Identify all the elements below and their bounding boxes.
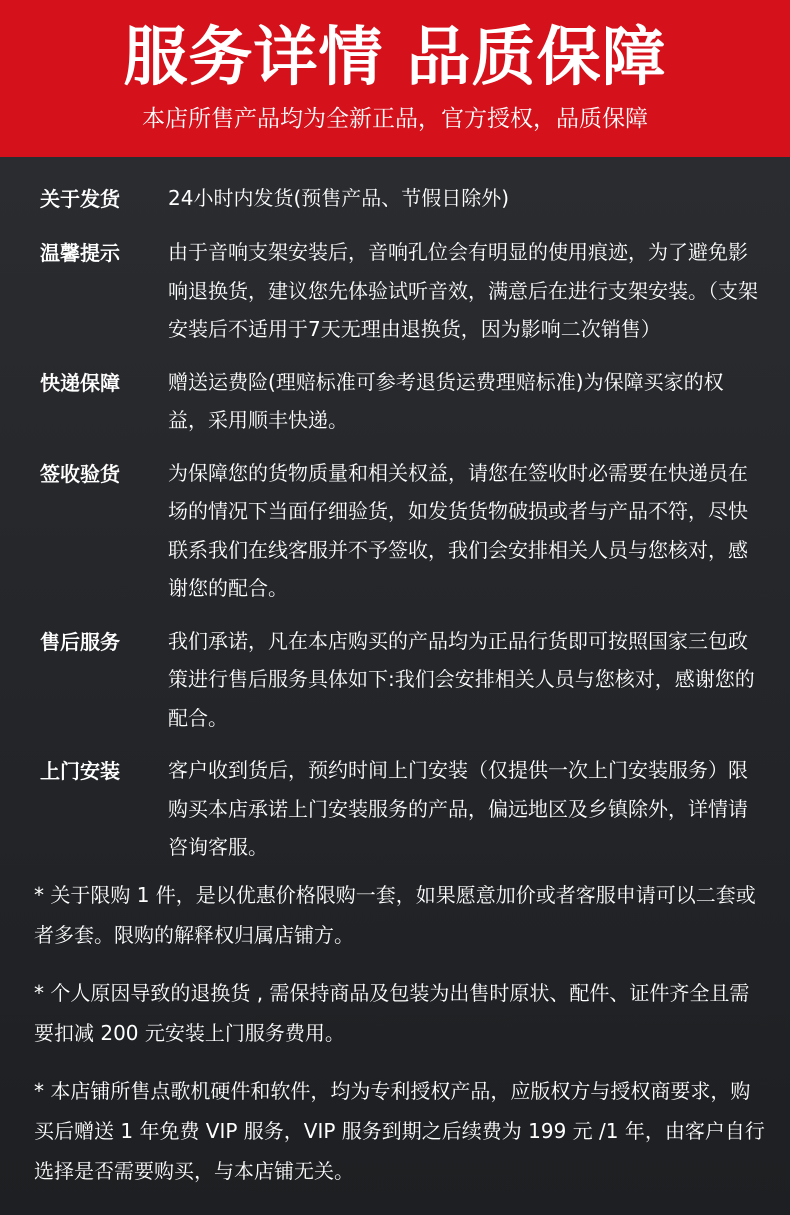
section-label: 快递保障 — [40, 370, 120, 395]
section-text: 客户收到货后，预约时间上门安装（仅提供一次上门安装服务）限购买本店承诺上门安装服务的产品，偏远地区及乡镇除外，详情请咨询客服。 — [168, 758, 748, 859]
section-text: 赠送运费险(理赔标准可参考退货运费理赔标准)为保障买家的权益，采用顺丰快递。 — [168, 369, 724, 432]
page-subtitle: 本店所售产品均为全新正品，官方授权，品质保障 — [142, 106, 648, 132]
section-tips — [40, 233, 770, 349]
section-label: 关于发货 — [40, 187, 120, 211]
footnotes — [34, 875, 769, 1209]
section-after-sales — [40, 622, 770, 738]
section-label: 温馨提示 — [40, 241, 120, 265]
section-text: 为保障您的货物质量和相关权益，请您在签收时必需要在快递员在场的情况下当面仔细验货，如发货货物破损或者与产品不符，尽快联系我们在线客服并不予签收，我们会安排相关人员与您核对，感谢您的配合。 — [168, 460, 748, 600]
note-returns: * 个人原因导致的退换货 , 需保持商品及包装为出售时原状、配件、证件齐全且需要扣减 200 元安装上门服务费用。 — [34, 981, 750, 1045]
page-title: 服务详情 品质保障 — [123, 21, 667, 95]
section-express — [40, 363, 770, 440]
note-purchase-limit: * 关于限购 1 件，是以优惠价格限购一套，如果愿意加价或者客服申请可以二套或者多套。限购的解释权归属店铺方。 — [34, 883, 756, 947]
header-banner — [0, 0, 790, 157]
service-sections — [40, 179, 770, 881]
section-label: 上门安装 — [40, 759, 120, 783]
section-inspection — [40, 454, 770, 608]
section-text: 24小时内发货(预售产品、节假日除外) — [168, 186, 510, 210]
section-installation — [40, 751, 770, 867]
section-label: 售后服务 — [40, 629, 120, 654]
note-vip-service: * 本店铺所售点歌机硬件和软件，均为专利授权产品，应版权方与授权商要求，购买后赠送 1 年免费 VIP 服务，VIP 服务到期之后续费为 199 元 /1 年，由客户自行选择是否需要购买，与本店铺无关。 — [34, 1079, 765, 1183]
service-details-panel — [0, 157, 790, 1215]
section-text: 由于音响支架安装后，音响孔位会有明显的使用痕迹，为了避免影响退换货，建议您先体验试听音效，满意后在进行支架安装。（支架安装后不适用于7天无理由退换货，因为影响二次销售） — [168, 240, 758, 341]
section-label: 签收验货 — [40, 461, 120, 486]
section-shipping — [40, 179, 770, 219]
section-text: 我们承诺，凡在本店购买的产品均为正品行货即可按照国家三包政策进行售后服务具体如下:我们会安排相关人员与您核对，感谢您的配合。 — [168, 628, 755, 730]
